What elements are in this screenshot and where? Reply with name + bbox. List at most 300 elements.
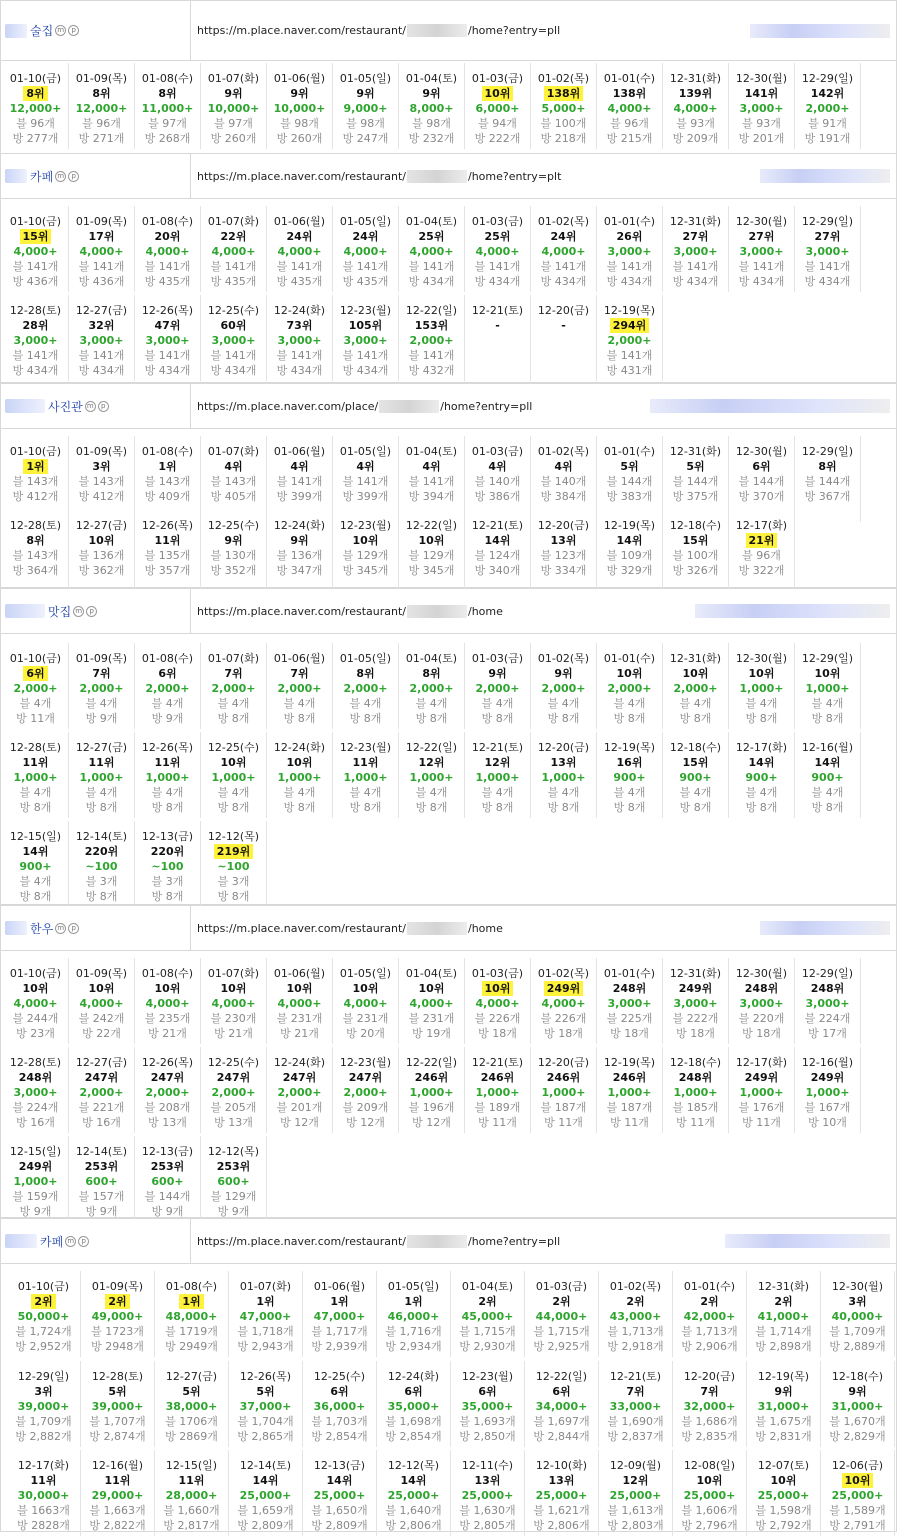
cell-blog: 블 141개 [606, 349, 653, 362]
day-cell[interactable] [531, 958, 597, 1044]
day-cell[interactable] [821, 1450, 895, 1536]
place-name-link[interactable]: 사진관 [48, 399, 83, 414]
cell-visits: 4,000+ [13, 997, 58, 1010]
day-cell[interactable] [229, 1450, 303, 1536]
cell-bang: 방 22개 [82, 1027, 121, 1040]
cell-visits: 3,000+ [211, 334, 256, 347]
cell-date: 12-19(목) [757, 1370, 810, 1383]
cell-blog: 블 187개 [606, 1101, 653, 1114]
cell-blog: 블 98개 [280, 117, 319, 130]
cell-rank: 11위 [154, 756, 181, 769]
place-url[interactable] [191, 170, 561, 183]
cell-visits: 900+ [745, 771, 778, 784]
cell-date: 12-21(토) [471, 741, 524, 754]
day-cell[interactable] [135, 1136, 201, 1222]
day-cell[interactable] [399, 643, 465, 729]
cell-blog: 블 141개 [144, 260, 191, 273]
rank-wrap [663, 755, 728, 770]
day-cell[interactable] [69, 732, 135, 818]
day-cell[interactable] [333, 643, 399, 729]
cell-blog: 블 143개 [78, 475, 125, 488]
place-url[interactable] [191, 1235, 560, 1248]
day-cell[interactable] [333, 63, 399, 149]
day-cell[interactable] [821, 1361, 895, 1447]
cell-rank: 9위 [290, 534, 309, 547]
day-cell[interactable] [673, 1271, 747, 1357]
cell-date: 12-14(토) [75, 830, 128, 843]
cell-blog: 블 141개 [342, 260, 389, 273]
p-circle-icon[interactable]: p [78, 1236, 89, 1247]
day-cell[interactable] [81, 1450, 155, 1536]
day-cell[interactable] [69, 295, 135, 381]
day-cell[interactable] [155, 1361, 229, 1447]
m-circle-icon[interactable]: m [85, 401, 96, 412]
day-cell[interactable] [201, 821, 267, 907]
day-cell[interactable] [597, 643, 663, 729]
day-cell[interactable] [267, 732, 333, 818]
cell-bang: 방 8개 [415, 801, 448, 814]
day-cell[interactable] [69, 63, 135, 149]
day-cell[interactable] [201, 206, 267, 292]
day-cell[interactable] [663, 643, 729, 729]
day-cell[interactable] [729, 643, 795, 729]
rank-wrap [525, 1384, 598, 1399]
day-cell[interactable] [531, 643, 597, 729]
day-cell[interactable] [597, 295, 663, 381]
place-name-link[interactable]: 맛집 [48, 604, 72, 619]
cell-rank: 10위 [220, 982, 247, 995]
day-cell[interactable] [81, 1271, 155, 1357]
day-cell[interactable] [531, 63, 597, 149]
day-cell[interactable] [69, 1047, 135, 1133]
day-cell[interactable] [729, 206, 795, 292]
cell-rank: 9위 [774, 1385, 793, 1398]
day-cell[interactable] [69, 958, 135, 1044]
cell-rank: 11위 [154, 534, 181, 547]
cell-blog: 블 4개 [151, 786, 184, 799]
cell-bang: 방 209개 [672, 132, 719, 145]
day-cell[interactable] [663, 63, 729, 149]
p-circle-icon[interactable]: p [86, 606, 97, 617]
cell-visits: 1,000+ [13, 1175, 58, 1188]
cell-bang: 방 434개 [276, 364, 323, 377]
place-url[interactable] [191, 922, 503, 935]
day-cell[interactable] [525, 1361, 599, 1447]
day-cell[interactable] [7, 1450, 81, 1536]
day-cell[interactable] [465, 958, 531, 1044]
day-cell[interactable] [399, 295, 465, 381]
day-cell[interactable] [531, 1047, 597, 1133]
cell-bang: 방 8개 [547, 712, 580, 725]
cell-rank: 2위 [552, 1295, 571, 1308]
day-cell[interactable] [7, 1271, 81, 1357]
cell-bang: 방 191개 [804, 132, 851, 145]
day-cell[interactable] [729, 958, 795, 1044]
day-cell[interactable] [201, 958, 267, 1044]
cell-rank: 14위 [616, 534, 643, 547]
day-cell[interactable] [465, 295, 531, 381]
place-name-cell[interactable] [1, 384, 191, 428]
day-cell[interactable] [399, 63, 465, 149]
day-cell[interactable] [377, 1361, 451, 1447]
m-circle-icon[interactable]: m [55, 171, 66, 182]
cell-rank: 11위 [352, 756, 379, 769]
day-cell[interactable] [795, 958, 861, 1044]
cell-visits: 900+ [19, 860, 52, 873]
day-cell[interactable] [3, 1047, 69, 1133]
cell-rank: 9위 [224, 87, 243, 100]
day-cell[interactable] [267, 295, 333, 381]
day-cell[interactable] [135, 63, 201, 149]
rank-wrap [599, 1473, 672, 1488]
cell-bang: 방 11개 [544, 1116, 583, 1129]
p-circle-icon[interactable]: p [68, 923, 79, 934]
day-cell[interactable] [597, 958, 663, 1044]
place-name-cell[interactable] [1, 589, 191, 633]
cell-rank: 20위 [154, 230, 181, 243]
day-cell[interactable] [531, 732, 597, 818]
p-circle-icon[interactable]: p [68, 25, 79, 36]
day-cell[interactable] [303, 1271, 377, 1357]
day-cell[interactable] [795, 732, 861, 818]
day-cell[interactable] [663, 732, 729, 818]
place-name-link[interactable]: 카페 [30, 169, 54, 184]
cell-visits: 1,000+ [475, 1086, 520, 1099]
day-cell[interactable] [201, 295, 267, 381]
place-url[interactable] [191, 605, 503, 618]
place-url[interactable] [191, 24, 560, 37]
day-cell[interactable] [267, 63, 333, 149]
day-cell[interactable] [3, 643, 69, 729]
day-cell[interactable] [729, 1047, 795, 1133]
cell-blog: 블 4개 [547, 786, 580, 799]
day-cell[interactable] [267, 643, 333, 729]
cell-bang: 방 2,930개 [459, 1340, 516, 1353]
rank-wrap [795, 666, 860, 681]
day-cell[interactable] [155, 1450, 229, 1536]
day-cell[interactable] [525, 1450, 599, 1536]
cell-visits: 12,000+ [9, 102, 62, 115]
cell-visits: 2,000+ [475, 682, 520, 695]
day-cell[interactable] [465, 63, 531, 149]
url-blur [379, 400, 439, 413]
day-cell[interactable] [135, 206, 201, 292]
cell-visits: 1,000+ [607, 1086, 652, 1099]
cell-blog: 블 94개 [478, 117, 517, 130]
cell-blog: 블 3개 [151, 875, 184, 888]
day-cell[interactable] [69, 1136, 135, 1222]
cell-blog: 블 4개 [745, 786, 778, 799]
day-cell[interactable] [135, 510, 201, 596]
cell-rank: 27위 [682, 230, 709, 243]
day-cell[interactable] [465, 510, 531, 596]
day-cell[interactable] [465, 643, 531, 729]
rank-wrap [531, 1070, 596, 1085]
cell-date: 12-09(월) [609, 1459, 662, 1472]
day-cell[interactable] [399, 510, 465, 596]
day-cell[interactable] [267, 206, 333, 292]
day-cell[interactable] [3, 206, 69, 292]
m-circle-icon[interactable]: m [55, 25, 66, 36]
day-cell[interactable] [599, 1271, 673, 1357]
cell-date: 12-12(목) [207, 1145, 260, 1158]
cell-rank: 1위 [256, 1295, 275, 1308]
day-cell[interactable] [451, 1271, 525, 1357]
cell-blog: 블 205개 [210, 1101, 257, 1114]
cell-rank: 10위 [418, 982, 445, 995]
day-cell[interactable] [201, 510, 267, 596]
cell-date: 01-02(목) [537, 445, 590, 458]
cell-rank: 220위 [150, 845, 185, 858]
day-cell[interactable] [229, 1271, 303, 1357]
day-cell[interactable] [663, 958, 729, 1044]
day-cell[interactable] [201, 643, 267, 729]
day-cell[interactable] [377, 1271, 451, 1357]
day-cell[interactable] [267, 958, 333, 1044]
day-cell[interactable] [599, 1361, 673, 1447]
day-cell[interactable] [303, 1450, 377, 1536]
place-name-link[interactable]: 한우 [30, 921, 54, 936]
day-cell[interactable] [69, 821, 135, 907]
cell-bang: 방 2,844개 [533, 1430, 590, 1443]
cell-rank: 11위 [104, 1474, 131, 1487]
day-cell[interactable] [597, 732, 663, 818]
day-cell[interactable] [663, 1047, 729, 1133]
p-circle-icon[interactable]: p [98, 401, 109, 412]
place-url[interactable] [191, 400, 532, 413]
cell-bang: 방 2,837개 [607, 1430, 664, 1443]
day-cell[interactable] [399, 1047, 465, 1133]
day-cell[interactable] [465, 1047, 531, 1133]
day-cell[interactable] [3, 732, 69, 818]
cell-bang: 방 436개 [12, 275, 59, 288]
cell-blog: 블 4개 [19, 697, 52, 710]
rank-wrap [303, 1294, 376, 1309]
cell-visits: 2,000+ [211, 682, 256, 695]
cell-date: 12-18(수) [831, 1370, 884, 1383]
day-cell[interactable] [795, 63, 861, 149]
rank-wrap [267, 229, 332, 244]
day-cell[interactable] [333, 732, 399, 818]
day-cell[interactable] [399, 206, 465, 292]
day-cell[interactable] [451, 1361, 525, 1447]
day-cell[interactable] [597, 63, 663, 149]
cell-visits: 3,000+ [277, 334, 322, 347]
day-cell[interactable] [531, 295, 597, 381]
cell-visits: 1,000+ [343, 771, 388, 784]
cell-date: 12-25(수) [207, 519, 260, 532]
cell-date: 01-06(월) [273, 967, 326, 980]
place-name-cell[interactable] [1, 154, 191, 198]
day-cell[interactable] [821, 1271, 895, 1357]
day-cell[interactable] [135, 732, 201, 818]
rank-wrap [399, 229, 464, 244]
cell-rank: 15위 [682, 756, 709, 769]
cell-visits: 3,000+ [13, 334, 58, 347]
cell-date: 12-25(수) [207, 1056, 260, 1069]
cell-bang: 방 2,934개 [385, 1340, 442, 1353]
cell-blog: 블 96개 [610, 117, 649, 130]
day-cell[interactable] [333, 958, 399, 1044]
cell-bang: 방 2869개 [165, 1430, 218, 1443]
cell-rank: 10위 [616, 667, 643, 680]
cell-date: 12-15(일) [9, 830, 62, 843]
cell-rank: 7위 [290, 667, 309, 680]
day-cell[interactable] [135, 295, 201, 381]
m-circle-icon[interactable]: m [65, 1236, 76, 1247]
day-cell[interactable] [81, 1361, 155, 1447]
cell-rank: 27위 [748, 230, 775, 243]
p-circle-icon[interactable]: p [68, 171, 79, 182]
day-cell[interactable] [3, 63, 69, 149]
cell-rank: 9위 [422, 87, 441, 100]
cell-rank: 14위 [748, 756, 775, 769]
place-name-cell[interactable] [1, 1, 191, 60]
cell-bang: 방 9개 [151, 1205, 184, 1218]
day-cell[interactable] [377, 1450, 451, 1536]
day-cell[interactable] [597, 1047, 663, 1133]
place-name-cell[interactable] [1, 1219, 191, 1263]
cell-visits: 1,000+ [805, 1086, 850, 1099]
cell-visits: 4,000+ [409, 997, 454, 1010]
day-cell[interactable] [399, 958, 465, 1044]
day-cell[interactable] [525, 1271, 599, 1357]
cell-visits: 4,000+ [211, 245, 256, 258]
cell-visits: 4,000+ [211, 997, 256, 1010]
day-cell[interactable] [673, 1361, 747, 1447]
cell-date: 01-06(월) [273, 215, 326, 228]
day-cell[interactable] [399, 732, 465, 818]
cell-date: 01-04(토) [405, 445, 458, 458]
rank-wrap [201, 459, 266, 474]
day-cell[interactable] [3, 821, 69, 907]
day-cell[interactable] [135, 643, 201, 729]
rank-wrap [267, 459, 332, 474]
day-cell[interactable] [3, 295, 69, 381]
cell-bang: 방 434개 [804, 275, 851, 288]
cell-date: 01-10(금) [9, 967, 62, 980]
day-cell[interactable] [729, 63, 795, 149]
cell-blog: 블 231개 [408, 1012, 455, 1025]
day-cell[interactable] [69, 206, 135, 292]
cell-bang: 방 2,850개 [459, 1430, 516, 1443]
day-cell[interactable] [303, 1361, 377, 1447]
day-cell[interactable] [229, 1361, 303, 1447]
day-cell[interactable] [747, 1361, 821, 1447]
day-cell[interactable] [155, 1271, 229, 1357]
rank-wrap [531, 755, 596, 770]
day-cell[interactable] [201, 732, 267, 818]
cell-blog: 블 1,640개 [385, 1504, 442, 1517]
cell-visits: ~100 [85, 860, 118, 873]
cell-date: 12-29(일) [801, 967, 854, 980]
day-cell[interactable] [333, 295, 399, 381]
day-cell[interactable] [597, 206, 663, 292]
day-cell[interactable] [747, 1450, 821, 1536]
day-cell[interactable] [201, 1136, 267, 1222]
day-cell[interactable] [597, 510, 663, 596]
day-cell[interactable] [333, 206, 399, 292]
rank-wrap [729, 533, 794, 548]
day-cell[interactable] [673, 1450, 747, 1536]
cell-visits: 25,000+ [239, 1489, 292, 1502]
cell-rank: 15위 [20, 229, 52, 244]
day-cell[interactable] [451, 1450, 525, 1536]
cell-rank: 22위 [220, 230, 247, 243]
day-cell[interactable] [333, 1047, 399, 1133]
day-cell[interactable] [465, 732, 531, 818]
day-cell[interactable] [729, 510, 795, 596]
day-cell[interactable] [747, 1271, 821, 1357]
cell-rank: 13위 [548, 1474, 575, 1487]
cell-date: 12-31(화) [669, 652, 722, 665]
cell-bang: 방 367개 [804, 490, 851, 503]
cell-bang: 방 8개 [679, 712, 712, 725]
day-cell[interactable] [531, 510, 597, 596]
day-cell[interactable] [3, 958, 69, 1044]
day-cell[interactable] [795, 643, 861, 729]
day-cell[interactable] [663, 206, 729, 292]
place-name-link[interactable]: 술집 [30, 24, 54, 38]
day-cell[interactable] [135, 1047, 201, 1133]
day-cell[interactable] [729, 732, 795, 818]
cell-rank: 10위 [286, 756, 313, 769]
cell-visits: 3,000+ [739, 997, 784, 1010]
cell-date: 01-10(금) [9, 72, 62, 85]
place-name-link[interactable]: 카페 [40, 1234, 64, 1249]
day-cell[interactable] [3, 1136, 69, 1222]
cell-date: 12-19(목) [603, 519, 656, 532]
rank-wrap [81, 1294, 154, 1309]
rank-wrap [69, 666, 134, 681]
cell-blog: 블 141개 [474, 260, 521, 273]
day-cell[interactable] [69, 643, 135, 729]
cell-visits: 41,000+ [757, 1310, 810, 1323]
day-cell[interactable] [69, 510, 135, 596]
day-cell[interactable] [7, 1361, 81, 1447]
day-cell[interactable] [201, 1047, 267, 1133]
day-cell[interactable] [267, 510, 333, 596]
m-circle-icon[interactable]: m [55, 923, 66, 934]
cell-visits: 1,000+ [277, 771, 322, 784]
day-cell[interactable] [465, 206, 531, 292]
day-cell[interactable] [795, 1047, 861, 1133]
rank-wrap [599, 1294, 672, 1309]
cell-visits: 4,000+ [541, 997, 586, 1010]
day-cell[interactable] [333, 510, 399, 596]
m-circle-icon[interactable]: m [73, 606, 84, 617]
day-cell[interactable] [201, 63, 267, 149]
place-name-cell[interactable] [1, 906, 191, 950]
cell-bang: 방 11개 [742, 1116, 781, 1129]
cell-blog: 블 135개 [144, 549, 191, 562]
blurred-address [760, 921, 890, 935]
rank-wrap [673, 1294, 746, 1309]
day-cell[interactable] [135, 958, 201, 1044]
cell-blog: 블 1,693개 [459, 1415, 516, 1428]
day-cell[interactable] [531, 206, 597, 292]
day-cell[interactable] [3, 510, 69, 596]
day-cell[interactable] [599, 1450, 673, 1536]
url-suffix: /home [468, 604, 503, 618]
cell-date: 12-26(목) [141, 304, 194, 317]
day-cell[interactable] [663, 510, 729, 596]
day-cell[interactable] [795, 206, 861, 292]
day-cell[interactable] [135, 821, 201, 907]
day-row [1, 732, 896, 818]
day-cell[interactable] [267, 1047, 333, 1133]
rank-wrap [3, 1070, 68, 1085]
